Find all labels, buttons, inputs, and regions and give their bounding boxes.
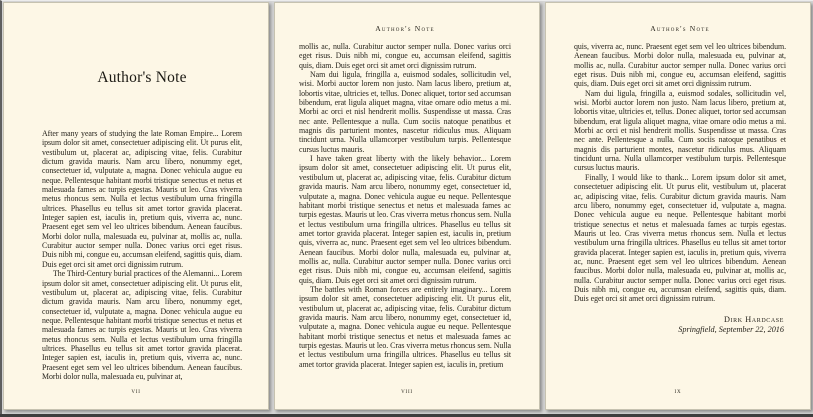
paragraph: quis, viverra ac, nunc. Praesent eget sem vel leo ultrices bibendum. Aenean faucibus. Morbi dolor nulla, malesuada eu, pulvinar at, mollis ac, nulla. Curabitur auctor semper nulla. Donec varius orci eget risus. Duis nibh mi, congue eu, accumsan eleifend, sagittis quis, diam. Duis eget orci sit amet orci dignissim rutrum. (574, 42, 786, 89)
signature-name: Dirk Hardcase (723, 314, 784, 324)
page-number: viii (401, 386, 413, 395)
text-block (299, 42, 511, 369)
paragraph: Finally, I would like to thank... Lorem ipsum dolor sit amet, consectetuer adipiscing elit. Ut purus elit, vestibulum ut, placerat ac, adipiscing vitae, felis. Curabitur dictum gravida mauris. Nam arcu libero, nonummy eget, consectetuer id, vulputate a, magna. Donec vehicula augue eu neque. Pellentesque habitant morbi tristique senectus et netus et malesuada fames ac turpis egestas. Mauris ut leo. Cras viverra metus rhoncus sem. Nulla et lectus vestibulum urna fringilla ultrices. Phasellus eu tellus sit amet tortor gravida placerat. Integer sapien est, iaculis in, pretium quis, viverra ac, nunc. Praesent eget sem vel leo ultrices bibendum. Aenean faucibus. Morbi dolor nulla, malesuada eu, pulvinar at, mollis ac, nulla. Curabitur auctor semper nulla. Donec varius orci eget risus. Duis nibh mi, congue eu, accumsan eleifend, sagittis quis, diam. Duis eget orci sit amet orci dignissim rutrum. (574, 172, 786, 304)
author-signature (574, 314, 786, 335)
page-spread (2, 1, 813, 414)
paragraph: The Third-Century burial practices of the Alemanni... Lorem ipsum dolor sit amet, consectetuer adipiscing elit. Ut purus elit, vestibulum ut, placerat ac, adipiscing vitae, felis. Curabitur dictum gravida mauris. Nam arcu libero, nonummy eget, consectetuer id, vulputate a, magna. Donec vehicula augue eu neque. Pellentesque habitant morbi tristique senectus et netus et malesuada fames ac turpis egestas. Mauris ut leo. Cras viverra metus rhoncus sem. Nulla et lectus vestibulum urna fringilla ultrices. Phasellus eu tellus sit amet tortor gravida placerat. Integer sapien est, iaculis in, pretium quis, viverra ac, nunc. Praesent eget sem vel leo ultrices bibendum. Aenean faucibus. Morbi dolor nulla, malesuada eu, pulvinar at, (42, 269, 242, 381)
page-number: vii (131, 386, 141, 395)
page-viii-content (275, 3, 539, 409)
paragraph: The battles with Roman forces are entirely imaginary... Lorem ipsum dolor sit amet, consectetuer adipiscing elit. Ut purus elit, vestibulum ut, placerat ac, adipiscing vitae, felis. Curabitur dictum gravida mauris. Nam arcu libero, nonummy eget, consectetuer id, vulputate a, magna. Donec vehicula augue eu neque. Pellentesque habitant morbi tristique senectus et netus et malesuada fames ac turpis egestas. Mauris ut leo. Cras viverra metus rhoncus sem. Nulla et lectus vestibulum urna fringilla ultrices. Phasellus eu tellus sit amet tortor gravida placerat. Integer sapien est, iaculis in, pretium (299, 284, 512, 369)
page-ix-content (546, 3, 810, 409)
paragraph: mollis ac, nulla. Curabitur auctor semper nulla. Donec varius orci eget risus. Duis nibh mi, congue eu, accumsan eleifend, sagittis quis, diam. Duis eget orci sit amet orci dignissim rutrum. (299, 42, 511, 70)
paragraph: Nam dui ligula, fringilla a, euismod sodales, sollicitudin vel, wisi. Morbi auctor lorem non justo. Nam lacus libero, pretium at, lobortis vitae, ultricies et, tellus. Donec aliquet, tortor sed accumsan bibendum, erat ligula aliquet magna, vitae ornare odio metus a mi. Morbi ac orci et nisl hendrerit mollis. Suspendisse ut massa. Cras nec ante. Pellentesque a nulla. Cum sociis natoque penatibus et magnis dis parturient montes, nascetur ridiculus mus. Aliquam tincidunt urna. Nulla ullamcorper vestibulum turpis. Pellentesque cursus luctus mauris. (299, 70, 511, 154)
text-block (42, 129, 242, 381)
paragraph: After many years of studying the late Roman Empire... Lorem ipsum dolor sit amet, consectetuer adipiscing elit. Ut purus elit, vestibulum ut, placerat ac, adipiscing vitae, felis. Curabitur dictum gravida mauris. Nam arcu libero, nonummy eget, consectetuer id, vulputate a, magna. Donec vehicula augue eu neque. Pellentesque habitant morbi tristique senectus et netus et malesuada fames ac turpis egestas. Mauris ut leo. Cras viverra metus rhoncus sem. Nulla et lectus vestibulum urna fringilla ultrices. Phasellus eu tellus sit amet tortor gravida placerat. Integer sapien est, iaculis in, pretium quis, viverra ac, nunc. Praesent eget sem vel leo ultrices bibendum. Aenean faucibus. Morbi dolor nulla, malesuada eu, pulvinar at, mollis ac, nulla. Curabitur auctor semper nulla. Donec varius orci eget risus. Duis nibh mi, congue eu, accumsan eleifend, sagittis quis, diam. Duis eget orci sit amet orci dignissim rutrum. (42, 129, 242, 269)
page-vii (3, 2, 269, 410)
text-block (574, 42, 786, 304)
signature-place-date: Springfield, September 22, 2016 (678, 324, 784, 334)
running-head: Author's Note (375, 24, 435, 33)
page-number: ix (674, 386, 682, 395)
page-ix (545, 2, 811, 410)
page-viii (274, 2, 540, 410)
running-head: Author's Note (650, 24, 710, 33)
paragraph: I have taken great liberty with the likely behavior... Lorem ipsum dolor sit amet, consectetuer adipiscing elit. Ut purus elit, vestibulum ut, placerat ac, adipiscing vitae, felis. Curabitur dictum gravida mauris. Nam arcu libero, nonummy eget, consectetuer id, vulputate a, magna. Donec vehicula augue eu neque. Pellentesque habitant morbi tristique senectus et netus et malesuada fames ac turpis egestas. Mauris ut leo. Cras viverra metus rhoncus sem. Nulla et lectus vestibulum urna fringilla ultrices. Phasellus eu tellus sit amet tortor gravida placerat. Integer sapien est, iaculis in, pretium quis, viverra ac, nunc. Praesent eget sem vel leo ultrices bibendum. Aenean faucibus. Morbi dolor nulla, malesuada eu, pulvinar at, mollis ac, nulla. Curabitur auctor semper nulla. Donec varius orci eget risus. Duis nibh mi, congue eu, accumsan eleifend, sagittis quis, diam. Duis eget orci sit amet orci dignissim rutrum. (299, 154, 512, 285)
paragraph: Nam dui ligula, fringilla a, euismod sodales, sollicitudin vel, wisi. Morbi auctor lorem non justo. Nam lacus libero, pretium at, lobortis vitae, ultricies et, tellus. Donec aliquet, tortor sed accumsan bibendum, erat ligula aliquet magna, vitae ornare odio metus a mi. Morbi ac orci et nisl hendrerit mollis. Suspendisse ut massa. Cras nec ante. Pellentesque a nulla. Cum sociis natoque penatibus et magnis dis parturient montes, nascetur ridiculus mus. Aliquam tincidunt urna. Nulla ullamcorper vestibulum turpis. Pellentesque cursus luctus mauris. (574, 88, 786, 173)
chapter-title: Author's Note (97, 69, 187, 86)
page-vii-content (4, 3, 268, 409)
